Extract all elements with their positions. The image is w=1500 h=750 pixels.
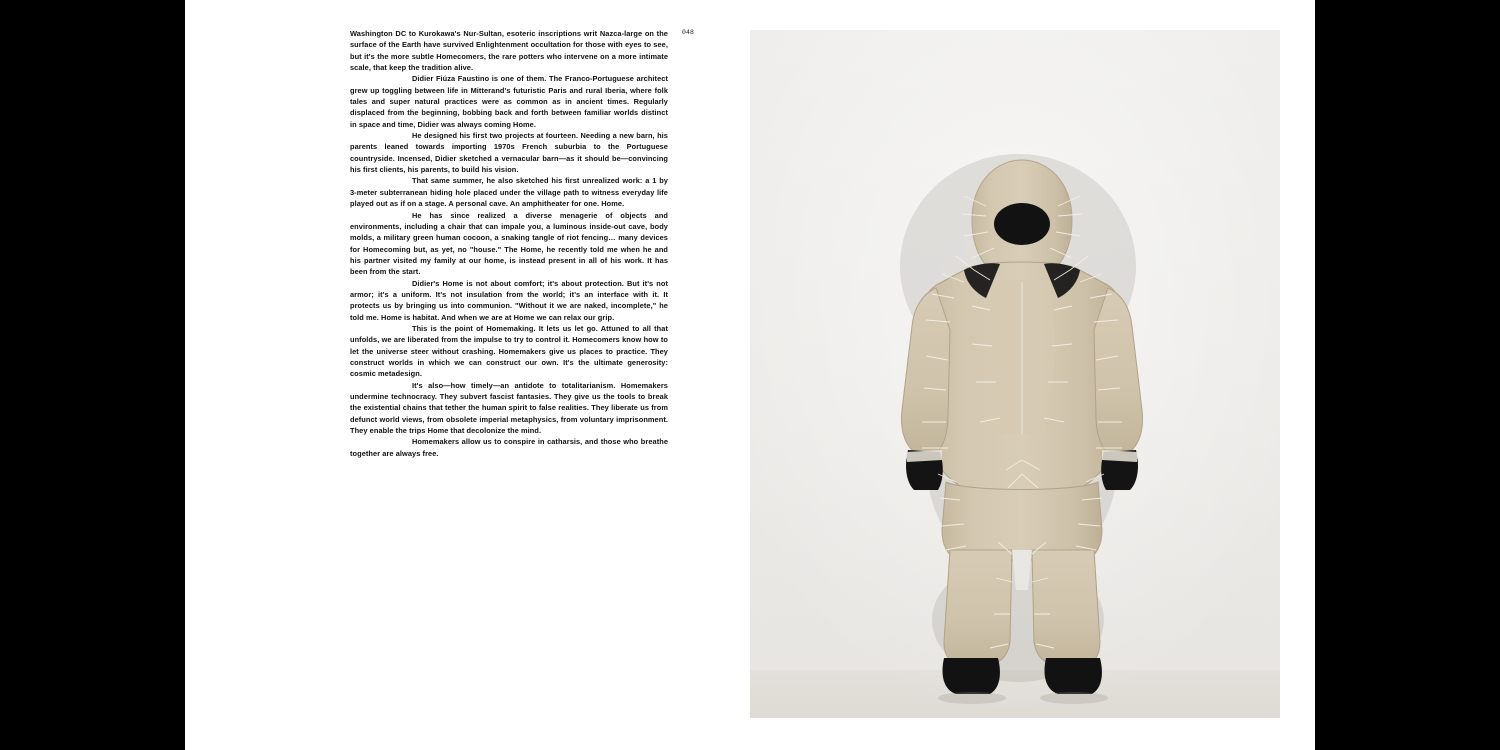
page-number: 048 — [682, 29, 695, 36]
artwork-plate — [750, 30, 1280, 718]
body-paragraph: Washington DC to Kurokawa's Nur-Sultan, esoteric inscriptions writ Nazca-large on the surface of the Earth have survived Enlightenment occultation for those with eyes to see, but it's the more subtle Homecomers, the rare potters who intervene on a more intimate scale, that keep the tradition alive. — [350, 29, 668, 73]
body-paragraph: It's also—how timely—an antidote to totalitarianism. Homemakers undermine technocracy. They subvert fascist fantasies. They give us the tools to break the existential chains that tether the human spirit to false realities. They liberate us from defunct world views, from obsolete imperial metaphysics, from voluntary imprisonment. They enable the trips Home that decolonize the mind. — [350, 380, 668, 436]
body-paragraph: This is the point of Homemaking. It lets us let go. Attuned to all that unfolds, we are liberated from the impulse to try to control it. Homecomers know how to let the universe steer without crashing. Homemakers give us places to practice. They construct worlds in which we can construct our own. It's the ultimate generosity: cosmic metadesign. — [350, 323, 668, 379]
body-paragraph: He has since realized a diverse menagerie of objects and environments, including a chair that can impale you, a luminous inside-out cave, body molds, a military green human cocoon, a snaking tangle of riot fencing… many devices for Homecoming but, as yet, no "house." The Home, he recently told me when he and his partner visited my family at our home, is instead present in all of his work. It has been from the start. — [350, 210, 668, 277]
document-page — [185, 0, 1315, 750]
body-paragraph: He designed his first two projects at fourteen. Needing a new barn, his parents leaned towards importing 1970s French suburbia to the Portuguese countryside. Incensed, Didier sketched a vernacular barn—as it should be—convincing his first clients, his parents, to build his vision. — [350, 131, 668, 175]
body-paragraph: That same summer, he also sketched his first unrealized work: a 1 by 3-meter subterranean hiding hole placed under the village path to witness everyday life played out as if on a stage. A personal cave. An amphitheater for one. Home. — [350, 176, 668, 209]
body-paragraph: Didier Fiúza Faustino is one of them. The Franco-Portuguese architect grew up toggling between life in Mitterand's futuristic Paris and rural Iberia, where folk tales and super natural practices were as common as in ancient times. Regularly displaced from the beginning, bobbing back and forth between familiar worlds distinct in space and time, Didier was always coming Home. — [350, 74, 668, 129]
body-paragraph: Homemakers allow us to conspire in catharsis, and those who breathe together are always free. — [350, 437, 668, 458]
article-body — [350, 28, 668, 459]
home-suit-home-artwork — [750, 30, 1280, 718]
body-paragraph: Didier's Home is not about comfort; it's about protection. But it's not armor; it's a uniform. It's not insulation from the world; it's an interface with it. It protects us by bringing us into communion. "Without it we are naked, incomplete," he told me. Home is habitat. And when we are at Home we can relax our grip. — [350, 278, 668, 322]
